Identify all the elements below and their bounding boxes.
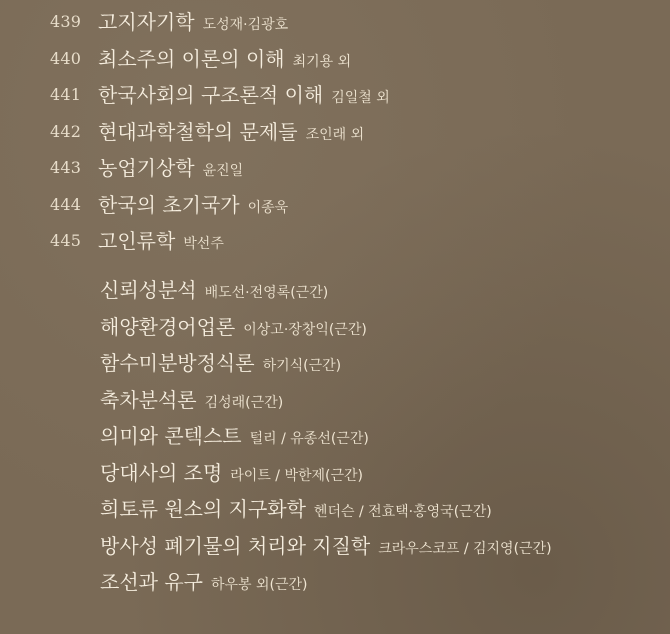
entry-number: 444 xyxy=(50,194,82,214)
entry-author: 이상고·장창익(근간) xyxy=(243,321,367,338)
entry-author: 하기식(근간) xyxy=(262,358,342,374)
entry-title: 신뢰성분석 xyxy=(100,278,197,302)
forthcoming-book-list xyxy=(0,272,670,601)
entry-author: 윤진일 xyxy=(202,163,244,179)
entry-title-wrap xyxy=(98,223,224,262)
forthcoming-entry xyxy=(0,564,670,601)
entry-title: 한국의 초기국가 xyxy=(98,192,240,217)
entry-title-wrap xyxy=(98,41,351,80)
entry-title-wrap xyxy=(100,418,369,457)
book-entry-445 xyxy=(0,223,670,260)
entry-title: 농업기상학 xyxy=(98,156,195,180)
entry-author: 털리 / 유종선(근간) xyxy=(249,431,369,447)
entry-author: 크라우스코프 / 김지영(근간) xyxy=(378,540,552,557)
book-entry-440 xyxy=(0,41,670,78)
entry-title: 함수미분방정식론 xyxy=(100,351,255,375)
entry-title: 의미와 콘텍스트 xyxy=(100,424,242,448)
entry-title-wrap xyxy=(100,491,492,530)
entry-title-wrap xyxy=(98,187,288,226)
entry-title-wrap xyxy=(98,77,390,116)
entry-title-wrap xyxy=(98,114,364,153)
entry-author: 김일철 외 xyxy=(331,90,390,106)
entry-title: 방사성 폐기물의 처리와 지질학 xyxy=(100,533,371,558)
entry-title: 해양환경어업론 xyxy=(100,314,236,339)
entry-title-wrap xyxy=(100,564,308,603)
entry-title-wrap xyxy=(98,4,288,43)
forthcoming-entry xyxy=(0,272,670,309)
forthcoming-entry xyxy=(0,309,670,346)
entry-title: 현대과학철학의 문제들 xyxy=(98,119,298,144)
forthcoming-entry xyxy=(0,491,670,528)
entry-title-wrap xyxy=(100,382,283,421)
forthcoming-entry xyxy=(0,455,670,492)
entry-title-wrap xyxy=(100,309,367,348)
entry-author: 박선주 xyxy=(183,236,224,252)
book-entry-444 xyxy=(0,187,670,224)
entry-title: 고지자기학 xyxy=(98,10,195,34)
entry-title-wrap xyxy=(100,272,328,311)
forthcoming-entry xyxy=(0,528,670,565)
entry-author: 최기용 외 xyxy=(292,53,352,70)
entry-author: 하우봉 외(근간) xyxy=(210,577,308,593)
entry-title: 최소주의 이론의 이해 xyxy=(98,46,285,71)
entry-author: 이종욱 xyxy=(247,199,289,216)
book-entry-439 xyxy=(0,4,670,41)
entry-title: 고인류학 xyxy=(98,229,176,253)
entry-title: 당대사의 조명 xyxy=(100,460,223,485)
forthcoming-entry xyxy=(0,345,670,382)
book-entry-442 xyxy=(0,114,670,151)
entry-author: 라이트 / 박한제(근간) xyxy=(230,467,364,484)
entry-title-wrap xyxy=(98,150,243,189)
numbered-book-list xyxy=(0,4,670,260)
entry-title-wrap xyxy=(100,455,363,494)
forthcoming-entry xyxy=(0,418,670,455)
forthcoming-entry xyxy=(0,382,670,419)
entry-author: 도성재·김광호 xyxy=(202,17,289,33)
entry-number: 443 xyxy=(50,158,82,177)
book-entry-443 xyxy=(0,150,670,187)
entry-number: 440 xyxy=(50,48,82,68)
entry-title: 축차분석론 xyxy=(100,387,197,412)
entry-number: 441 xyxy=(50,85,82,104)
entry-title: 한국사회의 구조론적 이해 xyxy=(98,83,324,107)
entry-author: 조인래 외 xyxy=(305,126,365,143)
entry-number: 439 xyxy=(50,12,82,31)
entry-author: 배도선·전영록(근간) xyxy=(204,285,329,301)
entry-number: 445 xyxy=(50,231,82,250)
entry-author: 헨더슨 / 전효택·홍영국(근간) xyxy=(313,504,492,520)
entry-author: 김성래(근간) xyxy=(204,394,284,411)
book-entry-441 xyxy=(0,77,670,114)
entry-number: 442 xyxy=(50,121,82,141)
entry-title-wrap xyxy=(100,528,552,567)
entry-title: 조선과 유구 xyxy=(100,570,203,594)
entry-title-wrap xyxy=(100,345,341,384)
entry-title: 희토류 원소의 지구화학 xyxy=(100,497,306,521)
